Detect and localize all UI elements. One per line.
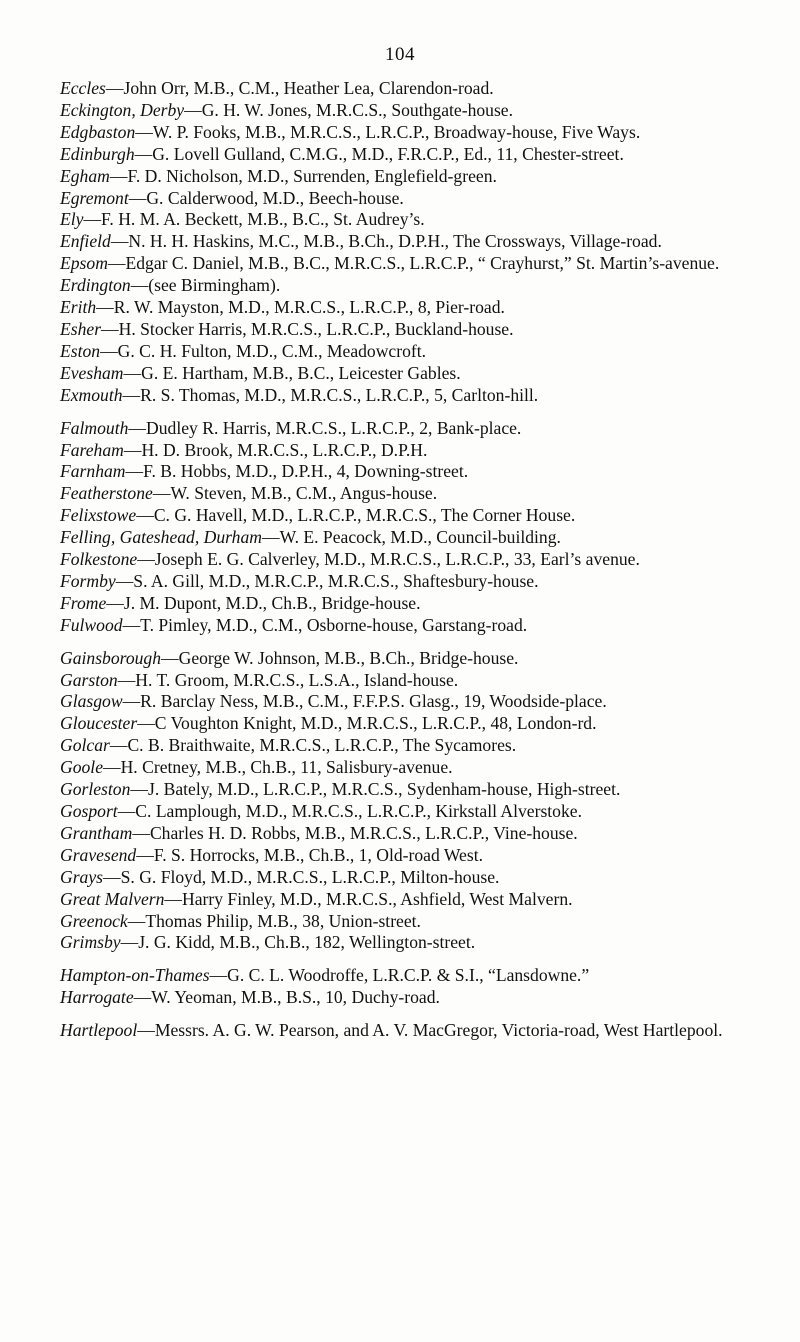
directory-entry: [60, 461, 772, 483]
directory-entry: [60, 122, 772, 144]
entry-place: Farnham: [60, 461, 126, 482]
entry-details: —F. D. Nicholson, M.D., Surrenden, Englefield-green.: [109, 165, 497, 186]
entry-place: Evesham: [60, 362, 124, 383]
entry-details: —S. G. Floyd, M.D., M.R.C.S., L.R.C.P., Milton-house.: [103, 866, 500, 887]
entry-group: [60, 648, 772, 955]
directory-entry: [60, 319, 772, 341]
directory-entry: [60, 593, 772, 615]
entry-place: Eston: [60, 340, 101, 361]
entry-details: —Dudley R. Harris, M.R.C.S., L.R.C.P., 2, Bank-place.: [128, 417, 522, 438]
entry-details: —G. Calderwood, M.D., Beech-house.: [128, 187, 404, 208]
entry-place: Great Malvern: [60, 888, 165, 909]
entry-place: Edgbaston: [60, 121, 136, 142]
directory-entry: [60, 867, 772, 889]
entry-place: Gloucester: [60, 713, 138, 734]
entry-details: —R. W. Mayston, M.D., M.R.C.S., L.R.C.P., 8, Pier-road.: [96, 297, 505, 318]
entry-place: Fareham: [60, 439, 124, 460]
entry-group: [60, 965, 772, 1009]
entry-details: —G. H. W. Jones, M.R.C.S., Southgate-house.: [184, 99, 514, 120]
directory-entry: [60, 418, 772, 440]
directory-entry: [60, 571, 772, 593]
directory-entry: [60, 440, 772, 462]
entry-details: —C. G. Havell, M.D., L.R.C.P., M.R.C.S., The Corner House.: [136, 505, 576, 526]
entry-group: [60, 1020, 772, 1042]
entry-place: Falmouth: [60, 417, 129, 438]
entry-details: —Thomas Philip, M.B., 38, Union-street.: [127, 910, 421, 931]
entry-place: Ely: [60, 209, 84, 230]
entry-place: Felixstowe: [60, 505, 137, 526]
entry-details: —H. T. Groom, M.R.C.S., L.S.A., Island-house.: [117, 669, 459, 690]
entry-details: —C. B. Braithwaite, M.R.C.S., L.R.C.P., The Sycamores.: [109, 735, 517, 756]
directory-entry: [60, 209, 772, 231]
directory-entry: [60, 275, 772, 297]
directory-entry: [60, 297, 772, 319]
entry-details: —George W. Johnson, M.B., B.Ch., Bridge-house.: [161, 647, 519, 668]
entry-place: Folkestone: [60, 549, 138, 570]
entry-place: Grimsby: [60, 932, 121, 953]
entry-group: [60, 418, 772, 637]
directory-entry: [60, 166, 772, 188]
entry-details: —J. G. Kidd, M.B., Ch.B., 182, Wellington-street.: [120, 932, 476, 953]
directory-entry: [60, 757, 772, 779]
entry-place: Gravesend: [60, 844, 137, 865]
entry-place: Edinburgh: [60, 143, 135, 164]
entry-place: Enfield: [60, 231, 111, 252]
entry-place: Grantham: [60, 822, 133, 843]
directory-entry: [60, 801, 772, 823]
entry-place: Exmouth: [60, 384, 123, 405]
entry-place: Gosport: [60, 801, 118, 821]
entry-place: Hartlepool: [60, 1020, 138, 1041]
entry-place: Golcar: [60, 735, 110, 756]
directory-entry: [60, 932, 772, 954]
entry-details: —R. S. Thomas, M.D., M.R.C.S., L.R.C.P., 5, Carlton-hill.: [122, 384, 539, 405]
directory-entry: [60, 231, 772, 253]
entry-place: Featherstone: [60, 483, 153, 504]
entry-details: —J. M. Dupont, M.D., Ch.B., Bridge-house.: [106, 592, 421, 613]
entry-details: —W. P. Fooks, M.B., M.R.C.S., L.R.C.P., Broadway-house, Five Ways.: [135, 121, 641, 142]
directory-entry: [60, 341, 772, 363]
directory-entry: [60, 648, 772, 670]
entry-details: —G. C. L. Woodroffe, L.R.C.P. & S.I., “Lansdowne.”: [209, 965, 590, 986]
directory-entry: [60, 505, 772, 527]
entry-details: —Edgar C. Daniel, M.B., B.C., M.R.C.S., L.R.C.P., “ Crayhurst,” St. Martin’s-avenue.: [107, 253, 720, 274]
entry-details: —W. E. Peacock, M.D., Council-building.: [262, 527, 561, 548]
entry-place: Epsom: [60, 253, 108, 274]
entry-place: Egham: [60, 165, 110, 186]
entry-details: —C. Lamplough, M.D., M.R.C.S., L.R.C.P., Kirkstall Alverstoke.: [117, 801, 582, 821]
entry-place: Fulwood: [60, 614, 123, 635]
entry-details: —H. Cretney, M.B., Ch.B., 11, Salisbury-avenue.: [103, 757, 453, 778]
entry-place: Felling, Gateshead, Durham: [60, 527, 262, 548]
entry-place: Greenock: [60, 910, 128, 931]
entry-place: Gainsborough: [60, 647, 162, 668]
entry-details: —C Voughton Knight, M.D., M.R.C.S., L.R.C.P., 48, London-rd.: [137, 713, 597, 734]
directory-entry: [60, 483, 772, 505]
directory-entry: [60, 100, 772, 122]
entry-details: —R. Barclay Ness, M.B., C.M., F.F.P.S. Glasg., 19, Woodside-place.: [122, 691, 607, 712]
entry-place: Erdington: [60, 275, 131, 296]
entry-place: Frome: [60, 592, 107, 613]
directory-entry: [60, 188, 772, 210]
directory-entry: [60, 691, 772, 713]
entry-details: —Messrs. A. G. W. Pearson, and A. V. MacGregor, Victoria-road, West Hartlepool.: [137, 1020, 723, 1041]
entry-details: —Charles H. D. Robbs, M.B., M.R.C.S., L.R.C.P., Vine-house.: [132, 822, 578, 843]
entry-details: —J. Bately, M.D., L.R.C.P., M.R.C.S., Sydenham-house, High-street.: [130, 779, 621, 800]
page-number: 104: [385, 44, 415, 65]
entry-place: Grays: [60, 866, 104, 887]
entry-details: —(see Birmingham).: [130, 275, 281, 296]
entry-details: —H. Stocker Harris, M.R.C.S., L.R.C.P., Buckland-house.: [101, 318, 514, 339]
entry-details: —S. A. Gill, M.D., M.R.C.P., M.R.C.S., Shaftesbury-house.: [115, 570, 539, 591]
entry-details: —N. H. H. Haskins, M.C., M.B., B.Ch., D.P.H., The Crossways, Village-road.: [110, 231, 662, 252]
entry-place: Formby: [60, 570, 116, 591]
directory-entry: [60, 987, 772, 1009]
entry-place: Eckington, Derby: [60, 99, 185, 120]
entry-place: Harrogate: [60, 987, 134, 1008]
entry-details: —W. Steven, M.B., C.M., Angus-house.: [152, 483, 438, 504]
directory-entry: [60, 253, 772, 275]
directory-entry: [60, 889, 772, 911]
entry-place: Garston: [60, 669, 118, 690]
directory-entry: [60, 845, 772, 867]
directory-entry: [60, 527, 772, 549]
directory-entry: [60, 911, 772, 933]
entry-details: —G. Lovell Gulland, C.M.G., M.D., F.R.C.P., Ed., 11, Chester-street.: [134, 143, 624, 164]
directory-entry: [60, 78, 772, 100]
entry-place: Goole: [60, 757, 103, 778]
entry-place: Gorleston: [60, 779, 131, 800]
entry-details: —G. E. Hartham, M.B., B.C., Leicester Gables.: [123, 362, 461, 383]
entry-details: —T. Pimley, M.D., C.M., Osborne-house, Garstang-road.: [122, 614, 528, 635]
directory-entry: [60, 713, 772, 735]
entry-details: —G. C. H. Fulton, M.D., C.M., Meadowcroft.: [100, 340, 427, 361]
entry-place: Egremont: [60, 187, 129, 208]
directory-entry: [60, 615, 772, 637]
entry-place: Eccles: [60, 78, 106, 98]
entry-place: Hampton-on-Thames: [60, 965, 210, 986]
directory-entry: [60, 1020, 772, 1042]
directory-entry: [60, 965, 772, 987]
entry-place: Erith: [60, 297, 97, 318]
directory-entry: [60, 823, 772, 845]
directory-entry: [60, 779, 772, 801]
entry-group: [60, 78, 772, 407]
entry-details: —Harry Finley, M.D., M.R.C.S., Ashfield, West Malvern.: [164, 888, 573, 909]
entry-place: Esher: [60, 318, 102, 339]
entry-details: —F. B. Hobbs, M.D., D.P.H., 4, Downing-street.: [125, 461, 469, 482]
entry-details: —F. H. M. A. Beckett, M.B., B.C., St. Audrey’s.: [83, 209, 425, 230]
directory-entry: [60, 144, 772, 166]
entry-details: —Joseph E. G. Calverley, M.D., M.R.C.S., L.R.C.P., 33, Earl’s avenue.: [137, 549, 640, 570]
entry-details: —W. Yeoman, M.B., B.S., 10, Duchy-road.: [133, 987, 440, 1008]
directory-entry: [60, 735, 772, 757]
entry-details: —John Orr, M.B., C.M., Heather Lea, Clarendon-road.: [105, 78, 494, 98]
entry-details: —H. D. Brook, M.R.C.S., L.R.C.P., D.P.H.: [123, 439, 428, 460]
directory-entry: [60, 670, 772, 692]
entry-details: —F. S. Horrocks, M.B., Ch.B., 1, Old-road West.: [136, 844, 483, 865]
medical-directory-list: [60, 78, 772, 1042]
entry-place: Glasgow: [60, 691, 123, 712]
directory-entry: [60, 385, 772, 407]
directory-entry: [60, 363, 772, 385]
directory-entry: [60, 549, 772, 571]
